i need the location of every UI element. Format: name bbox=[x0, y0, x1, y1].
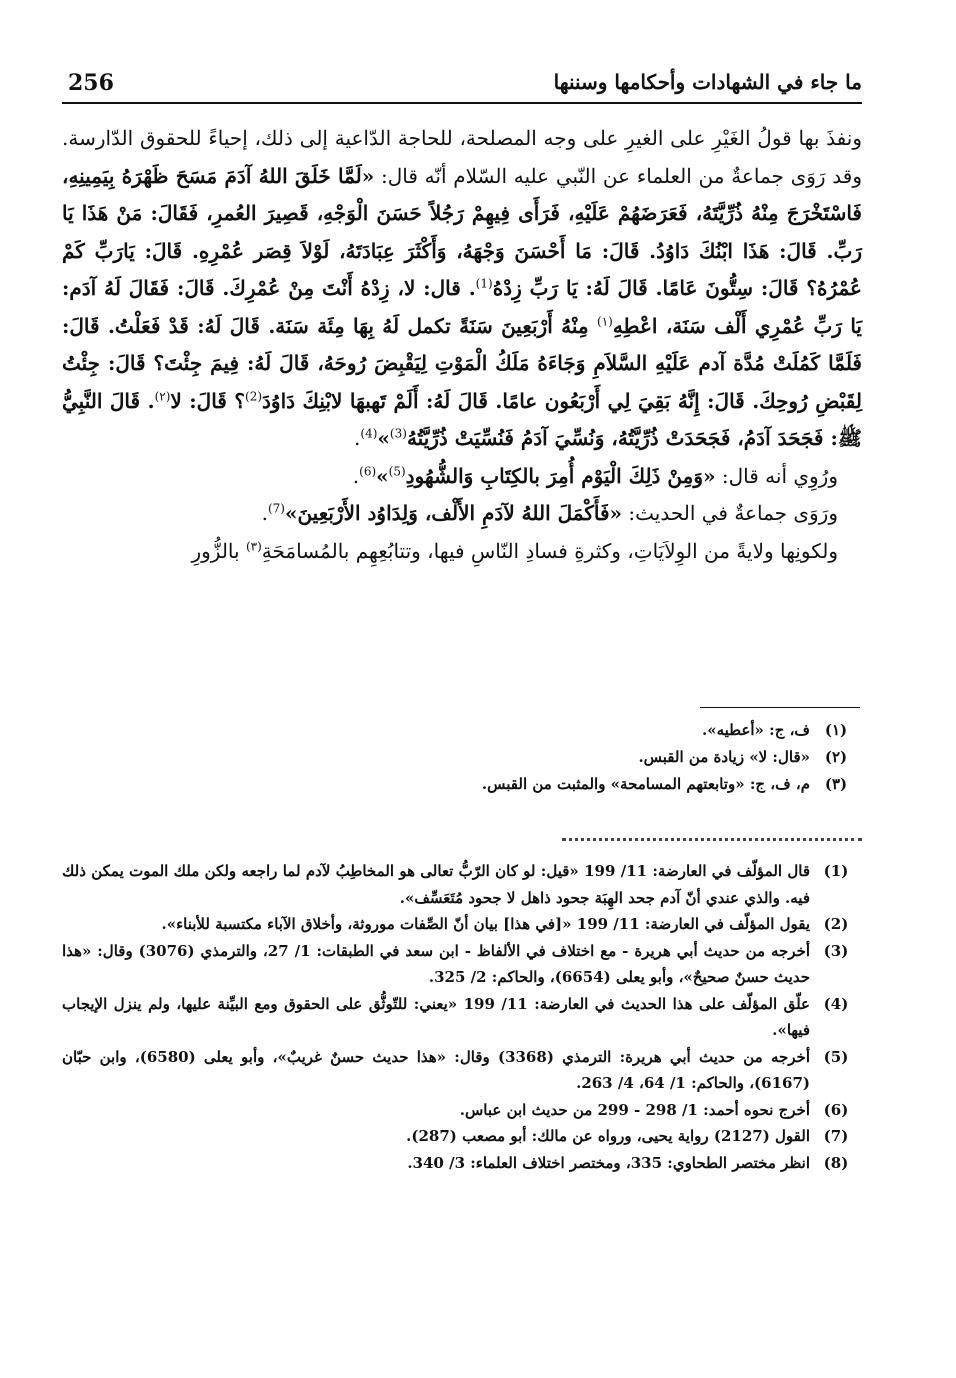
source-note bbox=[62, 911, 862, 938]
hadith-quote: «فَأَكْمَلَ اللهُ لآدَمِ الأَلْف، وَلِدَاوُد الأَرْبَعِينَ» bbox=[284, 501, 623, 525]
paragraph-tail: . bbox=[261, 501, 268, 525]
source-note bbox=[62, 1150, 862, 1177]
paragraph-witnesses bbox=[62, 458, 862, 496]
running-title: ما جاء في الشهادات وأحكامها وسننها bbox=[553, 70, 862, 94]
source-note bbox=[62, 1097, 862, 1124]
source-note bbox=[62, 858, 862, 911]
note-text: «قال: لا» زيادة من القبس. bbox=[638, 748, 810, 766]
hadith-quote: » bbox=[377, 426, 390, 450]
variant-notes bbox=[62, 717, 862, 798]
note-text: ف، ج: «أعطيه». bbox=[701, 721, 810, 739]
variant-note bbox=[62, 717, 862, 744]
paragraph-text: ونفذَ بها قولُ الغَيْرِ على الغيرِ على وجه المصلحة، للحاجة الدّاعية إلى ذلك، إحياءً للحقوق الدّارسة. وقد رَوَى جماعةٌ من العلماء عن النّبي عليه السّلام أنّه قال: bbox=[62, 126, 863, 188]
footnote-marker: (5) bbox=[388, 463, 406, 478]
paragraph-tail: بالزُّورِ bbox=[191, 538, 246, 563]
footnote-marker: (1) bbox=[475, 276, 493, 291]
note-text: علّق المؤلّف على هذا الحديث في العارضة: 11/ 199 «يعني: للتّوثُّق على الحقوق ومع البيِّنة عليها، ولم ينزل الإيجاب فيها». bbox=[62, 994, 811, 1039]
variant-note bbox=[62, 771, 862, 798]
footnote-marker: (3) bbox=[389, 426, 407, 441]
page-number: 256 bbox=[68, 70, 114, 96]
note-text: القول (2127) رواية يحيى، ورواه عن مالك: أبو مصعب (287). bbox=[406, 1127, 810, 1145]
footnote-marker: (4) bbox=[360, 426, 378, 441]
variant-note bbox=[62, 744, 862, 771]
hadith-quote: ؟ قَالَ: لا bbox=[170, 388, 245, 413]
note-number: (١) bbox=[824, 721, 848, 739]
note-text: انظر مختصر الطحاوي: 335، ومختصر اختلاف العلماء: 3/ 340. bbox=[407, 1153, 810, 1172]
variant-marker: (٢) bbox=[154, 388, 171, 403]
variant-marker: (١) bbox=[597, 313, 613, 328]
source-note bbox=[62, 991, 862, 1044]
note-text: م، ف، ج: «وتابعتهم المسامحة» والمثبت من القبس. bbox=[481, 775, 810, 793]
note-text: قال المؤلّف في العارضة: 11/ 199 «قيل: لو كان الرّبُّ تعالى هو المخاطِبُ لآدم لما راجعه ولكن ملك الموت يمكن ذلك فيه. والذي عندي أنّ آدم جحد الهِبَة جحود ذاهل لا جحود مُتَعَسِّف». bbox=[62, 862, 811, 907]
note-number: (3) bbox=[823, 941, 849, 960]
note-text: أخرج نحوه أحمد: 1/ 298 - 299 من حديث ابن عباس. bbox=[459, 1100, 810, 1119]
hadith-quote: » bbox=[376, 463, 389, 488]
hadith-quote: . قَالَ النَّبِيُّ ﷺ: فَجَحَدَ آدَمُ، فَجَحَدَتْ ذُرِّيَّتُهُ، وَنُسِّيَ آدَمُ فَنُسِّيَتْ ذُرِّيَّتُهُ bbox=[62, 388, 862, 450]
paragraph-thousand bbox=[62, 495, 862, 533]
footnote-marker: (6) bbox=[359, 463, 377, 478]
paragraph-tail: . bbox=[354, 426, 361, 450]
hadith-quote: «وَمِنْ ذَلِكَ الْيَوْم أُمِرَ بالكِتَابِ وَالشُّهُودِ bbox=[405, 463, 716, 488]
paragraph-hadith bbox=[62, 120, 862, 458]
footnote-separator bbox=[700, 707, 860, 708]
note-number: (6) bbox=[823, 1100, 849, 1119]
note-number: (8) bbox=[823, 1153, 849, 1172]
note-number: (5) bbox=[823, 1047, 849, 1066]
note-text: أخرجه من حديث أبي هريرة - مع اختلاف في الألفاظ - ابن سعد في الطبقات: 1/ 27، والترمذي (3076) وقال: «هذا حديث حسنٌ صحيحٌ»، وأبو يعلى (6654)، والحاكم: 2/ 325. bbox=[62, 941, 811, 986]
note-number: (٢) bbox=[824, 748, 848, 766]
hadith-quote: مِنْهُ أَرْبَعِينَ سَنَةً تكمل لَهُ بِهَا مِئَة سَنَة. قَالَ لَهُ: قَدْ فَعَلْتُ. قَالَ: فَلَمَّا كَمُلَتْ مُدَّة آدم عَلَيْهِ السَّلاَمِ وَجَاءَهُ مَلَكُ الْمَوْتِ لِيَقْبِضَ رُوحَهُ، قَالَ لَهُ: فِيمَ جِئْتَ؟ قَالَ: جِئْتُ لِقَبْضِ رُوحِكَ. قَالَ: إِنَّهُ بَقِيَ لِي أَرْبَعُون عامًا. قَالَ لَهُ: أَلَمْ تَهبهَا لابْنِكَ دَاوُدَ bbox=[62, 313, 862, 413]
note-number: (٣) bbox=[824, 775, 848, 793]
hadith-quote: . قال: لا، زِدْهُ أَنْتَ مِنْ عُمْرِكَ. قَالَ: فَقَالَ لَهُ آدَم: يَا رَبِّ عُمْرِي أَلْف سَنَة، اعْطِهِ bbox=[62, 276, 862, 338]
note-number: (2) bbox=[823, 915, 849, 933]
note-number: (4) bbox=[823, 994, 849, 1013]
main-text bbox=[62, 120, 862, 570]
hadith-quote: «لَمَّا خَلَقَ اللهُ آدَمَ مَسَحَ ظَهْرَهُ بِيَمِينِهِ، فَاسْتَخْرَجَ مِنْهُ ذُرِّيَّتَهُ، فَعَرَضَهُمْ عَلَيْهِ، فَرَأَى فِيهِمْ رَجُلاً حَسَنَ الْوَجْهِ، قَصِيرَ العُمرِ، فَقَالَ: مَنْ هَذَا يَا رَبِّ. قَالَ: هَذَا ابْنُكَ دَاوُدُ. قَالَ: مَا أَحْسَنَ وَجْهَهُ، وَأَكْثَرَ عِبَادَتَهُ، لَوْلاَ قِصَر عُمْرِهِ. قَالَ: يَارَبِّ كَمْ عُمْرُهُ؟ قَالَ: سِتُّونَ عَامًا. قَالَ لَهُ: يَا رَبِّ زِدْهُ bbox=[62, 163, 862, 300]
note-text: أخرجه من حديث أبي هريرة: الترمذي (3368) وقال: «هذا حديث حسنٌ غريبٌ»، وأبو يعلى (6580)، وابن حبّان (6167)، والحاكم: 1/ 64، 4/ 263. bbox=[62, 1047, 810, 1092]
paragraph-text: ورَوَى جماعةٌ في الحديث: bbox=[628, 501, 838, 525]
paragraph-tail: . bbox=[352, 463, 360, 488]
dotted-separator bbox=[562, 838, 862, 841]
source-note bbox=[62, 1044, 862, 1097]
source-notes bbox=[62, 858, 862, 1176]
paragraph-text: ورُوِي أنه قال: bbox=[721, 463, 838, 488]
note-number: (1) bbox=[823, 862, 849, 880]
paragraph-text: ولكونِها ولايةً من الوِلاَيَاتِ، وكثرةِ فسادِ النّاسِ فيها، وتتابُعِهِم بالمُسامَحَةِ bbox=[261, 538, 838, 563]
source-note bbox=[62, 1123, 862, 1150]
footnote-marker: (2) bbox=[245, 388, 263, 403]
variant-marker: (٣) bbox=[245, 538, 262, 553]
footnote-marker: (7) bbox=[267, 501, 285, 516]
note-text: يقول المؤلّف في العارضة: 11/ 199 «[في هذا] بيان أنّ الصِّفات موروثة، وأخلاق الآباء مكتسبة للأبناء». bbox=[161, 915, 810, 933]
source-note bbox=[62, 938, 862, 991]
paragraph-guardianship bbox=[62, 533, 862, 571]
note-number: (7) bbox=[823, 1127, 849, 1145]
page-header bbox=[62, 68, 862, 104]
